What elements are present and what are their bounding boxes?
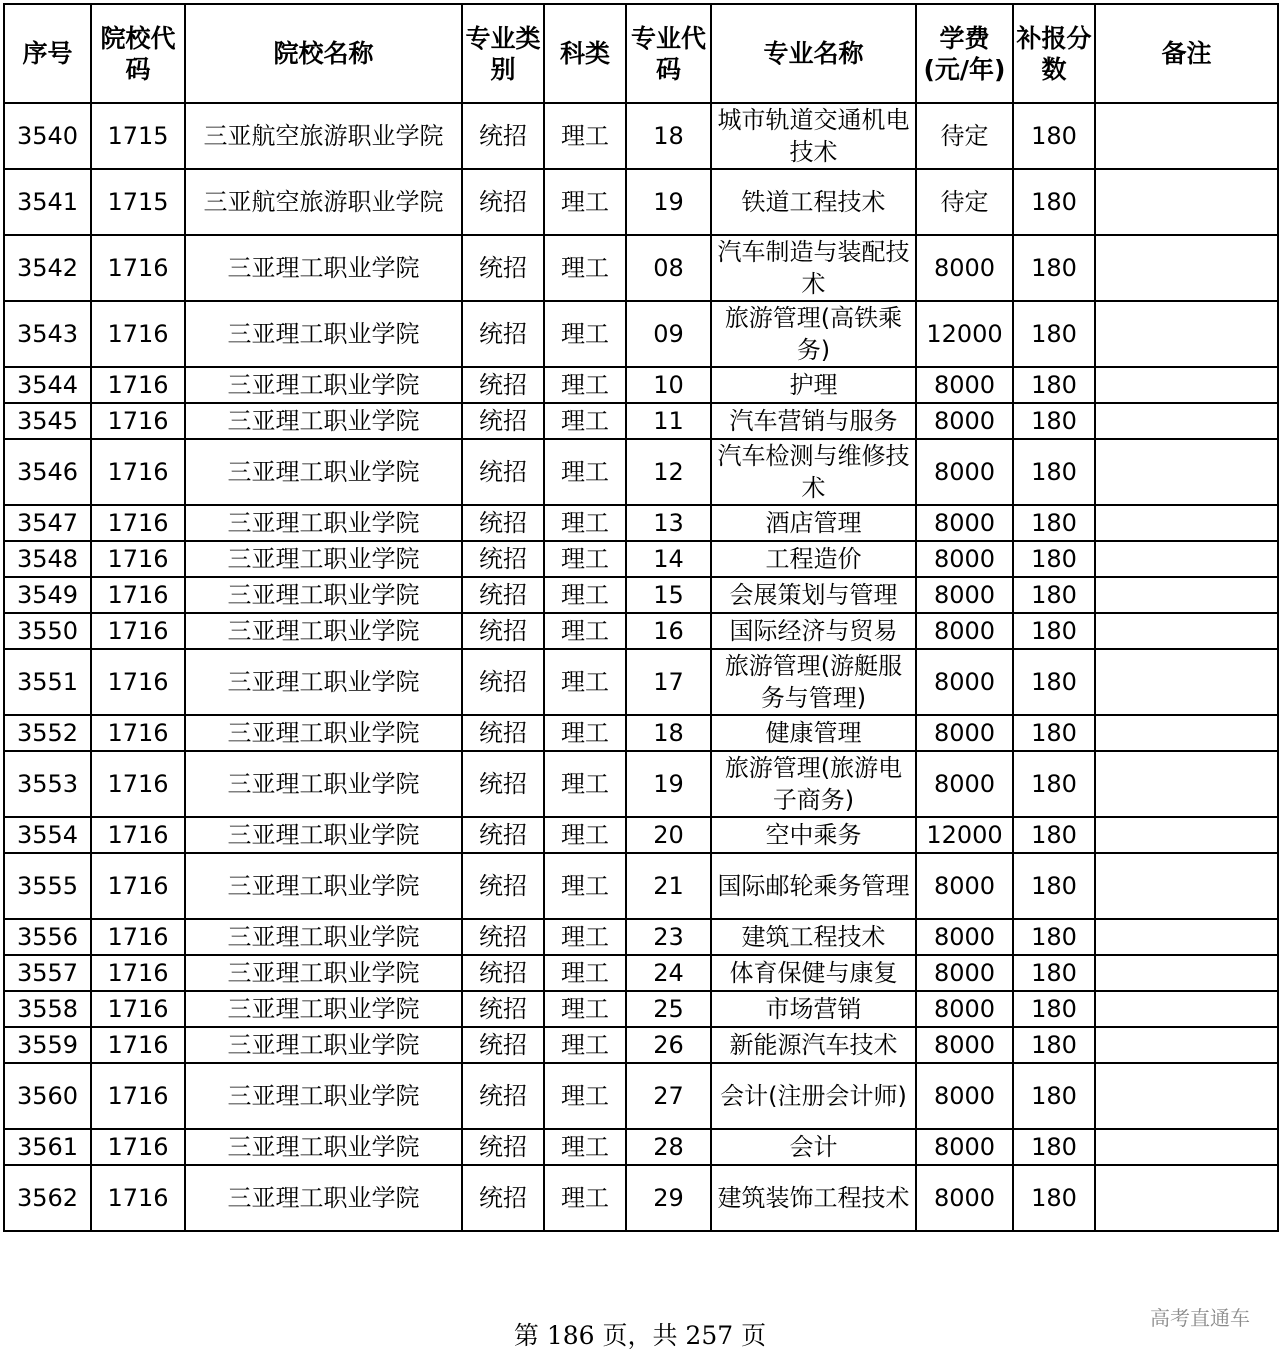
cell-seq: 3541 xyxy=(4,169,91,235)
cell-tuition: 8000 xyxy=(916,577,1013,613)
cell-major-code: 10 xyxy=(626,367,711,403)
cell-school-name: 三亚理工职业学院 xyxy=(185,505,462,541)
cell-major-name: 会计 xyxy=(711,1129,916,1165)
cell-subject: 理工 xyxy=(544,853,626,919)
cell-category: 统招 xyxy=(462,991,544,1027)
cell-seq: 3543 xyxy=(4,301,91,367)
cell-subject: 理工 xyxy=(544,103,626,169)
cell-seq: 3558 xyxy=(4,991,91,1027)
cell-major-name: 健康管理 xyxy=(711,715,916,751)
cell-score: 180 xyxy=(1013,577,1095,613)
cell-school-code: 1716 xyxy=(91,439,185,505)
header-subject: 科类 xyxy=(544,4,626,103)
cell-major-name: 新能源汽车技术 xyxy=(711,1027,916,1063)
cell-subject: 理工 xyxy=(544,1129,626,1165)
cell-tuition: 8000 xyxy=(916,1063,1013,1129)
cell-major-code: 08 xyxy=(626,235,711,301)
cell-school-name: 三亚航空旅游职业学院 xyxy=(185,169,462,235)
cell-school-name: 三亚理工职业学院 xyxy=(185,1165,462,1231)
cell-major-name: 会展策划与管理 xyxy=(711,577,916,613)
cell-school-code: 1716 xyxy=(91,1165,185,1231)
cell-major-code: 27 xyxy=(626,1063,711,1129)
cell-school-name: 三亚理工职业学院 xyxy=(185,715,462,751)
cell-score: 180 xyxy=(1013,439,1095,505)
cell-school-code: 1716 xyxy=(91,1027,185,1063)
table-row xyxy=(4,613,1278,649)
cell-school-name: 三亚理工职业学院 xyxy=(185,649,462,715)
table-row xyxy=(4,853,1278,919)
cell-subject: 理工 xyxy=(544,1063,626,1129)
cell-score: 180 xyxy=(1013,751,1095,817)
cell-seq: 3544 xyxy=(4,367,91,403)
cell-seq: 3561 xyxy=(4,1129,91,1165)
cell-school-name: 三亚理工职业学院 xyxy=(185,919,462,955)
cell-subject: 理工 xyxy=(544,613,626,649)
table-row xyxy=(4,577,1278,613)
cell-subject: 理工 xyxy=(544,1165,626,1231)
cell-major-code: 29 xyxy=(626,1165,711,1231)
cell-category: 统招 xyxy=(462,853,544,919)
cell-school-code: 1716 xyxy=(91,817,185,853)
cell-tuition: 8000 xyxy=(916,613,1013,649)
table-row xyxy=(4,817,1278,853)
cell-major-code: 21 xyxy=(626,853,711,919)
cell-note xyxy=(1095,367,1278,403)
cell-school-code: 1716 xyxy=(91,1129,185,1165)
cell-school-name: 三亚航空旅游职业学院 xyxy=(185,103,462,169)
cell-school-name: 三亚理工职业学院 xyxy=(185,403,462,439)
header-major-code: 专业代码 xyxy=(626,4,711,103)
cell-subject: 理工 xyxy=(544,541,626,577)
cell-note xyxy=(1095,577,1278,613)
cell-note xyxy=(1095,919,1278,955)
cell-score: 180 xyxy=(1013,715,1095,751)
cell-tuition: 8000 xyxy=(916,505,1013,541)
cell-note xyxy=(1095,505,1278,541)
cell-school-name: 三亚理工职业学院 xyxy=(185,439,462,505)
table-row xyxy=(4,1063,1278,1129)
cell-category: 统招 xyxy=(462,505,544,541)
cell-major-code: 24 xyxy=(626,955,711,991)
cell-seq: 3551 xyxy=(4,649,91,715)
cell-school-code: 1716 xyxy=(91,649,185,715)
table-row xyxy=(4,439,1278,505)
table-row xyxy=(4,367,1278,403)
cell-major-code: 20 xyxy=(626,817,711,853)
cell-major-name: 酒店管理 xyxy=(711,505,916,541)
cell-major-name: 建筑装饰工程技术 xyxy=(711,1165,916,1231)
cell-major-name: 工程造价 xyxy=(711,541,916,577)
cell-category: 统招 xyxy=(462,955,544,991)
cell-subject: 理工 xyxy=(544,817,626,853)
cell-note xyxy=(1095,817,1278,853)
cell-category: 统招 xyxy=(462,649,544,715)
cell-category: 统招 xyxy=(462,439,544,505)
header-school-name: 院校名称 xyxy=(185,4,462,103)
table-row xyxy=(4,235,1278,301)
cell-school-name: 三亚理工职业学院 xyxy=(185,235,462,301)
cell-category: 统招 xyxy=(462,817,544,853)
cell-category: 统招 xyxy=(462,613,544,649)
cell-school-code: 1716 xyxy=(91,715,185,751)
cell-note xyxy=(1095,1165,1278,1231)
cell-tuition: 8000 xyxy=(916,1165,1013,1231)
cell-seq: 3556 xyxy=(4,919,91,955)
cell-major-code: 19 xyxy=(626,751,711,817)
cell-major-name: 汽车营销与服务 xyxy=(711,403,916,439)
cell-subject: 理工 xyxy=(544,439,626,505)
cell-seq: 3545 xyxy=(4,403,91,439)
cell-note xyxy=(1095,403,1278,439)
cell-subject: 理工 xyxy=(544,169,626,235)
cell-subject: 理工 xyxy=(544,751,626,817)
table-row xyxy=(4,1129,1278,1165)
cell-school-code: 1716 xyxy=(91,919,185,955)
table-row xyxy=(4,103,1278,169)
cell-school-code: 1716 xyxy=(91,853,185,919)
table-row xyxy=(4,991,1278,1027)
cell-major-code: 12 xyxy=(626,439,711,505)
cell-major-name: 国际经济与贸易 xyxy=(711,613,916,649)
cell-tuition: 12000 xyxy=(916,301,1013,367)
cell-note xyxy=(1095,991,1278,1027)
watermark: 高考直通车 xyxy=(1150,1306,1250,1330)
cell-score: 180 xyxy=(1013,853,1095,919)
cell-major-name: 汽车检测与维修技术 xyxy=(711,439,916,505)
cell-major-code: 16 xyxy=(626,613,711,649)
cell-subject: 理工 xyxy=(544,1027,626,1063)
cell-seq: 3554 xyxy=(4,817,91,853)
cell-subject: 理工 xyxy=(544,991,626,1027)
cell-school-code: 1716 xyxy=(91,1063,185,1129)
cell-school-name: 三亚理工职业学院 xyxy=(185,577,462,613)
table-row xyxy=(4,541,1278,577)
cell-school-name: 三亚理工职业学院 xyxy=(185,301,462,367)
cell-note xyxy=(1095,541,1278,577)
cell-score: 180 xyxy=(1013,919,1095,955)
cell-tuition: 8000 xyxy=(916,853,1013,919)
cell-major-code: 18 xyxy=(626,715,711,751)
cell-note xyxy=(1095,439,1278,505)
header-tuition: 学费(元/年) xyxy=(916,4,1013,103)
cell-seq: 3552 xyxy=(4,715,91,751)
cell-school-code: 1716 xyxy=(91,991,185,1027)
table-row xyxy=(4,301,1278,367)
cell-category: 统招 xyxy=(462,403,544,439)
cell-score: 180 xyxy=(1013,1165,1095,1231)
cell-note xyxy=(1095,751,1278,817)
cell-school-code: 1716 xyxy=(91,235,185,301)
cell-seq: 3547 xyxy=(4,505,91,541)
cell-category: 统招 xyxy=(462,1165,544,1231)
cell-category: 统招 xyxy=(462,541,544,577)
cell-score: 180 xyxy=(1013,1129,1095,1165)
cell-major-code: 23 xyxy=(626,919,711,955)
cell-major-code: 17 xyxy=(626,649,711,715)
cell-tuition: 待定 xyxy=(916,169,1013,235)
table-row xyxy=(4,505,1278,541)
cell-major-name: 铁道工程技术 xyxy=(711,169,916,235)
cell-tuition: 8000 xyxy=(916,367,1013,403)
cell-major-name: 空中乘务 xyxy=(711,817,916,853)
cell-major-code: 11 xyxy=(626,403,711,439)
cell-major-code: 15 xyxy=(626,577,711,613)
cell-subject: 理工 xyxy=(544,403,626,439)
cell-score: 180 xyxy=(1013,991,1095,1027)
cell-subject: 理工 xyxy=(544,577,626,613)
cell-category: 统招 xyxy=(462,751,544,817)
cell-score: 180 xyxy=(1013,103,1095,169)
cell-note xyxy=(1095,1129,1278,1165)
cell-note xyxy=(1095,955,1278,991)
cell-school-name: 三亚理工职业学院 xyxy=(185,991,462,1027)
cell-seq: 3559 xyxy=(4,1027,91,1063)
cell-note xyxy=(1095,613,1278,649)
cell-major-code: 28 xyxy=(626,1129,711,1165)
cell-school-code: 1716 xyxy=(91,541,185,577)
cell-score: 180 xyxy=(1013,367,1095,403)
cell-category: 统招 xyxy=(462,577,544,613)
cell-major-code: 25 xyxy=(626,991,711,1027)
cell-score: 180 xyxy=(1013,169,1095,235)
cell-major-code: 18 xyxy=(626,103,711,169)
cell-major-name: 旅游管理(游艇服务与管理) xyxy=(711,649,916,715)
cell-school-code: 1716 xyxy=(91,403,185,439)
cell-tuition: 8000 xyxy=(916,919,1013,955)
cell-note xyxy=(1095,1027,1278,1063)
cell-seq: 3548 xyxy=(4,541,91,577)
cell-school-code: 1716 xyxy=(91,751,185,817)
table-row xyxy=(4,955,1278,991)
cell-school-name: 三亚理工职业学院 xyxy=(185,853,462,919)
cell-major-name: 护理 xyxy=(711,367,916,403)
cell-score: 180 xyxy=(1013,1063,1095,1129)
cell-score: 180 xyxy=(1013,541,1095,577)
cell-note xyxy=(1095,103,1278,169)
admissions-table xyxy=(3,3,1279,1232)
cell-major-name: 建筑工程技术 xyxy=(711,919,916,955)
cell-tuition: 8000 xyxy=(916,235,1013,301)
cell-note xyxy=(1095,235,1278,301)
cell-school-code: 1716 xyxy=(91,367,185,403)
cell-major-code: 09 xyxy=(626,301,711,367)
cell-subject: 理工 xyxy=(544,235,626,301)
cell-tuition: 8000 xyxy=(916,649,1013,715)
cell-seq: 3542 xyxy=(4,235,91,301)
cell-seq: 3560 xyxy=(4,1063,91,1129)
cell-subject: 理工 xyxy=(544,715,626,751)
cell-subject: 理工 xyxy=(544,919,626,955)
cell-tuition: 8000 xyxy=(916,751,1013,817)
cell-major-name: 国际邮轮乘务管理 xyxy=(711,853,916,919)
cell-category: 统招 xyxy=(462,919,544,955)
cell-tuition: 8000 xyxy=(916,955,1013,991)
cell-tuition: 8000 xyxy=(916,541,1013,577)
cell-category: 统招 xyxy=(462,1129,544,1165)
table-row xyxy=(4,715,1278,751)
cell-score: 180 xyxy=(1013,301,1095,367)
cell-major-name: 旅游管理(高铁乘务) xyxy=(711,301,916,367)
cell-category: 统招 xyxy=(462,715,544,751)
header-score: 补报分数 xyxy=(1013,4,1095,103)
cell-tuition: 8000 xyxy=(916,1129,1013,1165)
cell-tuition: 8000 xyxy=(916,991,1013,1027)
cell-category: 统招 xyxy=(462,103,544,169)
cell-major-code: 26 xyxy=(626,1027,711,1063)
cell-subject: 理工 xyxy=(544,649,626,715)
cell-category: 统招 xyxy=(462,1063,544,1129)
cell-school-code: 1715 xyxy=(91,103,185,169)
cell-major-name: 体育保健与康复 xyxy=(711,955,916,991)
cell-school-code: 1716 xyxy=(91,577,185,613)
table-header-row xyxy=(4,4,1278,103)
cell-score: 180 xyxy=(1013,235,1095,301)
table-row xyxy=(4,649,1278,715)
table-row xyxy=(4,751,1278,817)
cell-seq: 3550 xyxy=(4,613,91,649)
cell-tuition: 待定 xyxy=(916,103,1013,169)
cell-score: 180 xyxy=(1013,403,1095,439)
page-footer: 第 186 页，共 257 页 xyxy=(513,1321,767,1350)
cell-note xyxy=(1095,715,1278,751)
cell-category: 统招 xyxy=(462,367,544,403)
cell-major-name: 旅游管理(旅游电子商务) xyxy=(711,751,916,817)
cell-seq: 3553 xyxy=(4,751,91,817)
cell-school-code: 1716 xyxy=(91,613,185,649)
cell-subject: 理工 xyxy=(544,505,626,541)
cell-major-name: 会计(注册会计师) xyxy=(711,1063,916,1129)
cell-school-name: 三亚理工职业学院 xyxy=(185,1129,462,1165)
cell-seq: 3555 xyxy=(4,853,91,919)
cell-score: 180 xyxy=(1013,649,1095,715)
cell-subject: 理工 xyxy=(544,367,626,403)
cell-seq: 3546 xyxy=(4,439,91,505)
cell-score: 180 xyxy=(1013,955,1095,991)
cell-subject: 理工 xyxy=(544,301,626,367)
cell-major-name: 市场营销 xyxy=(711,991,916,1027)
cell-category: 统招 xyxy=(462,301,544,367)
cell-category: 统招 xyxy=(462,235,544,301)
cell-school-name: 三亚理工职业学院 xyxy=(185,367,462,403)
cell-school-name: 三亚理工职业学院 xyxy=(185,1063,462,1129)
cell-seq: 3557 xyxy=(4,955,91,991)
cell-note xyxy=(1095,1063,1278,1129)
header-note: 备注 xyxy=(1095,4,1278,103)
cell-major-code: 19 xyxy=(626,169,711,235)
table-row xyxy=(4,1165,1278,1231)
cell-tuition: 8000 xyxy=(916,403,1013,439)
header-seq: 序号 xyxy=(4,4,91,103)
cell-category: 统招 xyxy=(462,1027,544,1063)
cell-school-name: 三亚理工职业学院 xyxy=(185,1027,462,1063)
cell-school-name: 三亚理工职业学院 xyxy=(185,817,462,853)
cell-note xyxy=(1095,649,1278,715)
cell-note xyxy=(1095,853,1278,919)
cell-school-code: 1715 xyxy=(91,169,185,235)
cell-note xyxy=(1095,301,1278,367)
table-row xyxy=(4,1027,1278,1063)
cell-school-name: 三亚理工职业学院 xyxy=(185,613,462,649)
cell-tuition: 8000 xyxy=(916,715,1013,751)
table-row xyxy=(4,403,1278,439)
cell-tuition: 8000 xyxy=(916,1027,1013,1063)
table-body xyxy=(4,103,1278,1231)
cell-school-code: 1716 xyxy=(91,955,185,991)
cell-school-name: 三亚理工职业学院 xyxy=(185,751,462,817)
cell-tuition: 12000 xyxy=(916,817,1013,853)
cell-seq: 3549 xyxy=(4,577,91,613)
table-row xyxy=(4,169,1278,235)
cell-school-name: 三亚理工职业学院 xyxy=(185,955,462,991)
cell-seq: 3540 xyxy=(4,103,91,169)
cell-subject: 理工 xyxy=(544,955,626,991)
cell-score: 180 xyxy=(1013,817,1095,853)
table-row xyxy=(4,919,1278,955)
header-school-code: 院校代码 xyxy=(91,4,185,103)
cell-category: 统招 xyxy=(462,169,544,235)
cell-tuition: 8000 xyxy=(916,439,1013,505)
header-major-name: 专业名称 xyxy=(711,4,916,103)
cell-school-name: 三亚理工职业学院 xyxy=(185,541,462,577)
cell-note xyxy=(1095,169,1278,235)
cell-major-name: 城市轨道交通机电技术 xyxy=(711,103,916,169)
cell-school-code: 1716 xyxy=(91,505,185,541)
cell-major-code: 13 xyxy=(626,505,711,541)
header-category: 专业类别 xyxy=(462,4,544,103)
cell-score: 180 xyxy=(1013,613,1095,649)
cell-score: 180 xyxy=(1013,505,1095,541)
cell-school-code: 1716 xyxy=(91,301,185,367)
cell-major-code: 14 xyxy=(626,541,711,577)
cell-seq: 3562 xyxy=(4,1165,91,1231)
cell-score: 180 xyxy=(1013,1027,1095,1063)
cell-major-name: 汽车制造与装配技术 xyxy=(711,235,916,301)
